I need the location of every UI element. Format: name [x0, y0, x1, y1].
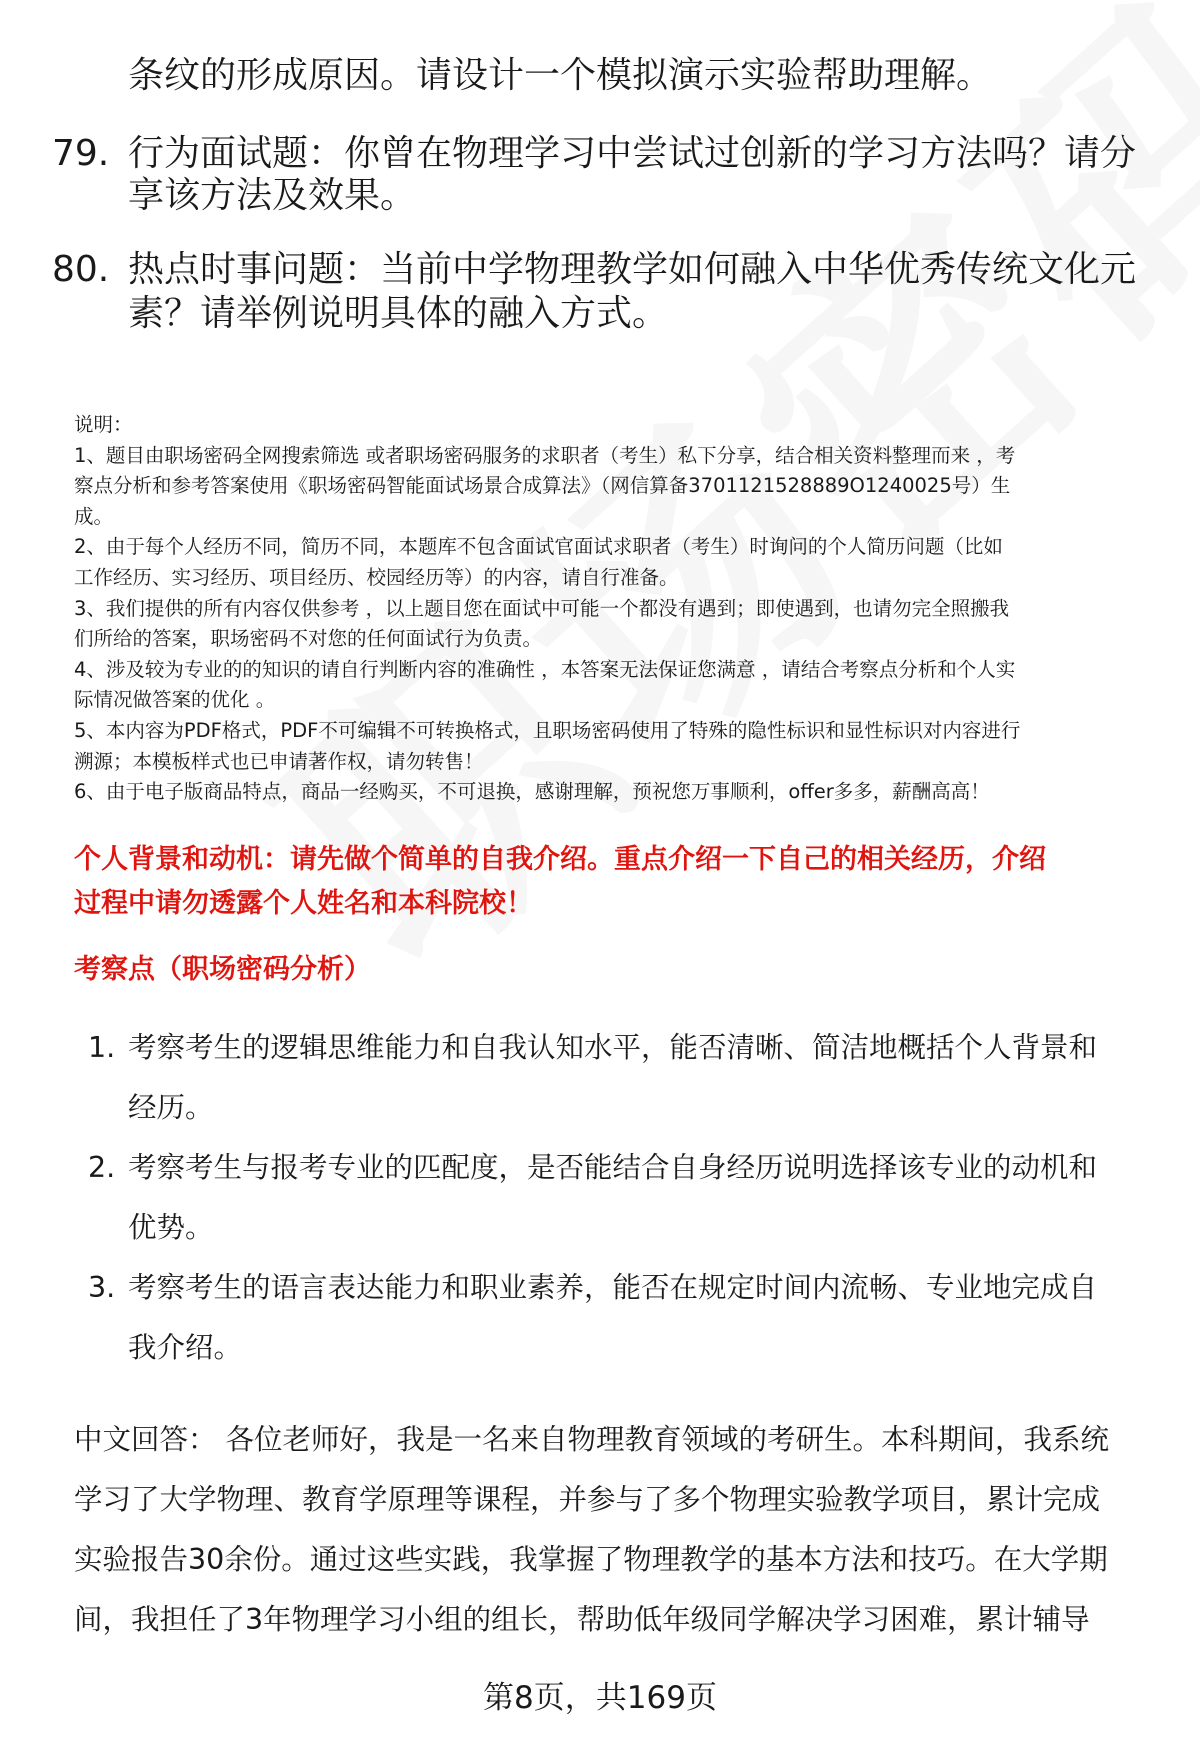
answer-line: 中文回答： 各位老师好，我是一名来自物理教育领域的考研生。本科期间，我系统	[74, 1423, 1110, 1456]
question-80-number: 80.	[52, 249, 110, 290]
notes-line: 3、我们提供的所有内容仅供参考 ，以上题目您在面试中可能一个都没有遇到；即使遇到，也请勿完全照搬我	[74, 596, 1010, 620]
notes-line: 1、题目由职场密码全网搜索筛选 或者职场密码服务的求职者（考生）私下分享，结合相关资料整理而来 ，考	[74, 443, 1016, 467]
notes-line: 2、由于每个人经历不同，简历不同，本题库不包含面试官面试求职者（考生）时询问的个人简历问题（比如	[74, 535, 1003, 559]
notes-line: 们所给的答案，职场密码不对您的任何面试行为负责。	[74, 627, 543, 651]
analysis-point-2-line1: 考察考生与报考专业的匹配度，是否能结合自身经历说明选择该专业的动机和	[128, 1151, 1098, 1184]
question-80-line1: 热点时事问题：当前中学物理教学如何融入中华优秀传统文化元	[128, 249, 1137, 290]
notes-line: 察点分析和参考答案使用《职场密码智能面试场景合成算法》（网信算备3701121528889O1240025号）生	[74, 474, 1011, 498]
question-78-continuation: 条纹的形成原因。请设计一个模拟演示实验帮助理解。	[128, 55, 993, 96]
notes-section	[74, 410, 1154, 808]
analysis-heading: 考察点（职场密码分析）	[74, 954, 371, 985]
notes-line: 5、本内容为PDF格式，PDF不可编辑不可转换格式，且职场密码使用了特殊的隐性标识和显性标识对内容进行	[74, 718, 1021, 742]
question-80-line2: 素？请举例说明具体的融入方式。	[128, 293, 669, 334]
analysis-point-3-line2: 我介绍。	[128, 1331, 243, 1364]
answer-line: 间，我担任了3年物理学习小组的组长，帮助低年级同学解决学习困难，累计辅导	[74, 1603, 1090, 1636]
analysis-point-number: 2.	[88, 1151, 116, 1184]
question-heading-line1: 个人背景和动机：请先做个简单的自我介绍。重点介绍一下自己的相关经历，介绍	[74, 844, 1046, 875]
notes-line: 溯源；本模板样式也已申请著作权，请勿转售！	[74, 749, 484, 773]
question-heading-line2: 过程中请勿透露个人姓名和本科院校！	[74, 888, 533, 919]
analysis-point-3-line1: 考察考生的语言表达能力和职业素养，能否在规定时间内流畅、专业地完成自	[128, 1271, 1098, 1304]
answer-line: 学习了大学物理、教育学原理等课程，并参与了多个物理实验教学项目，累计完成	[74, 1483, 1101, 1516]
analysis-point-number: 3.	[88, 1271, 116, 1304]
analysis-point-number: 1.	[88, 1031, 116, 1064]
notes-line: 际情况做答案的优化 。	[74, 688, 276, 712]
analysis-point-2-line2: 优势。	[128, 1211, 214, 1244]
answer-line: 实验报告30余份。通过这些实践，我掌握了物理教学的基本方法和技巧。在大学期	[74, 1543, 1108, 1576]
notes-line: 4、涉及较为专业的的知识的请自行判断内容的准确性 ，本答案无法保证您满意 ，请结合考察点分析和个人实	[74, 657, 1016, 681]
notes-line: 6、由于电子版商品特点，商品一经购买，不可退换，感谢理解，预祝您万事顺利，offer多多，薪酬高高！	[74, 780, 990, 804]
notes-line: 成。	[74, 504, 114, 528]
page-number: 第8页，共169页	[483, 1680, 717, 1716]
question-heading	[74, 838, 1046, 926]
question-79-number: 79.	[52, 133, 110, 174]
notes-line: 工作经历、实习经历、项目经历、校园经历等）的内容，请自行准备。	[74, 565, 679, 589]
question-79-line2: 享该方法及效果。	[128, 175, 417, 216]
question-79-line1: 行为面试题：你曾在物理学习中尝试过创新的学习方法吗？请分	[128, 133, 1137, 174]
analysis-point-1-line2: 经历。	[128, 1091, 214, 1124]
analysis-point-1-line1: 考察考生的逻辑思维能力和自我认知水平，能否清晰、简洁地概括个人背景和	[128, 1031, 1098, 1064]
notes-title: 说明：	[74, 413, 133, 436]
